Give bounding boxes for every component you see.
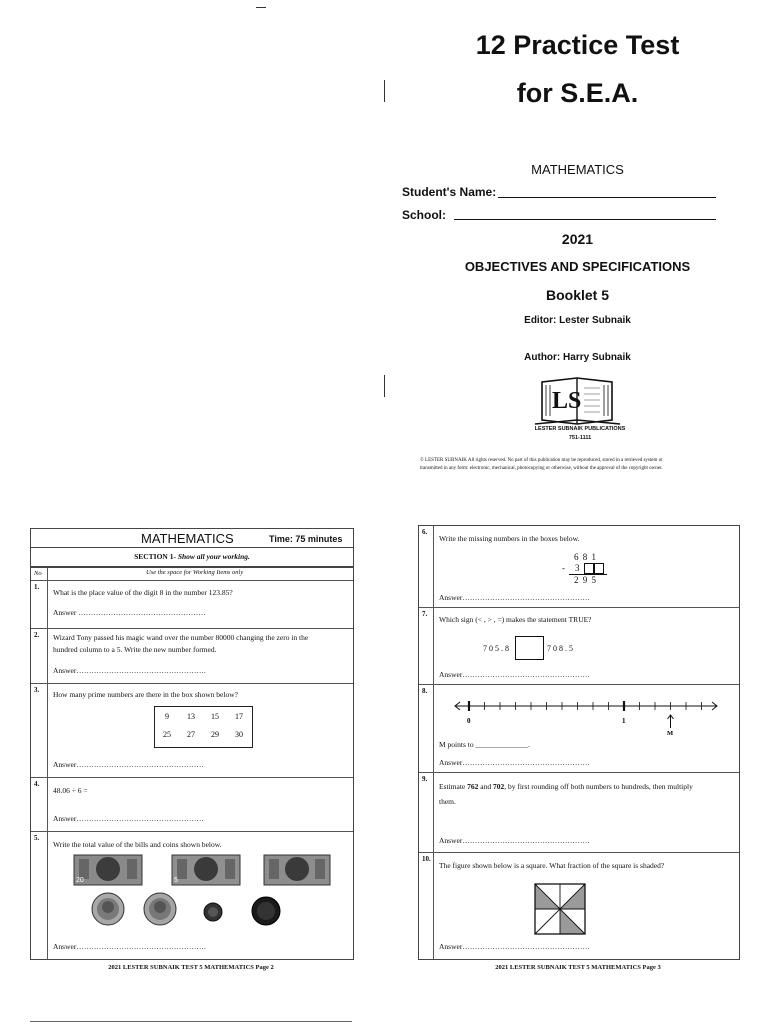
question-text: Which sign (< , > , =) makes the statement TRUE?: [439, 615, 592, 624]
cover-title-line2: for S.E.A.: [516, 78, 639, 108]
page3-footer: 2021 LESTER SUBNAIK TEST 5 MATHEMATICS Page 3: [495, 964, 661, 971]
cover-author: Author: Harry Subnaik: [524, 352, 631, 363]
question-text: The figure shown below is a square. What fraction of the square is shaded?: [439, 861, 665, 870]
number-1: 762: [467, 782, 479, 791]
page3-questions: [418, 525, 740, 960]
cover-title-line1: 12 Practice Test: [475, 30, 680, 60]
question-1: [31, 581, 353, 629]
question-4: [31, 778, 353, 832]
school-line[interactable]: [454, 219, 716, 220]
section-instruction: Show all your working.: [177, 552, 250, 561]
text-part: , by first rounding off both numbers to hundreds, then multiply: [504, 782, 693, 791]
question-text: 48.06 ÷ 6 =: [53, 786, 88, 795]
text-part: Estimate: [439, 782, 468, 791]
coin-image: [143, 892, 177, 926]
coin-image: [91, 892, 125, 926]
number-cell: 13: [187, 712, 195, 721]
question-10: [419, 853, 739, 959]
question-number: 7.: [422, 610, 428, 618]
answer-line[interactable]: Answer…………………………………………….: [53, 666, 206, 675]
missing-digit-box[interactable]: [584, 563, 594, 574]
compare-right: 7 0 8 . 5: [547, 644, 573, 653]
question-number: 10.: [422, 855, 431, 863]
bill-label: 5: [174, 877, 178, 884]
no-label: No: [34, 570, 42, 577]
student-name-line[interactable]: [498, 197, 716, 198]
question-text: How many prime numbers are there in the box shown below?: [53, 690, 238, 699]
question-3: [31, 684, 353, 778]
scan-mark: [384, 375, 385, 397]
page2-subject: MATHEMATICS: [141, 531, 234, 546]
page2-questions: [30, 567, 354, 960]
copyright-line2: transmitted in any form: electronic, mechanical, photocopying or otherwise, without the approval of the copyright owner.: [420, 466, 663, 471]
number-cell: 25: [163, 730, 171, 739]
question-number: 3.: [34, 686, 40, 694]
shaded-square: [534, 883, 586, 935]
copyright-line1: © LESTER SUBNAIK All rights reserved. No part of this publication may be reproduced, stored in a retrieved system or: [420, 458, 663, 463]
text-part: and: [478, 782, 493, 791]
page2-time: Time: 75 minutes: [269, 534, 343, 544]
student-name-label: Student's Name:: [402, 185, 497, 199]
answer-line[interactable]: Answer……………………………………………: [439, 758, 590, 767]
question-number: 8.: [422, 687, 428, 695]
question-number: 9.: [422, 775, 428, 783]
header-row: [31, 568, 353, 581]
question-5: [31, 832, 353, 959]
section-banner: [30, 547, 354, 567]
number-cell: 17: [235, 712, 243, 721]
question-text: Write the missing numbers in the boxes below.: [439, 534, 580, 543]
logo-text: LS: [552, 388, 582, 414]
question-number: 5.: [34, 834, 40, 842]
school-label: School:: [402, 208, 446, 222]
working-note: Use the space for Working Items only: [146, 569, 244, 576]
cover-objectives: OBJECTIVES AND SPECIFICATIONS: [464, 259, 691, 274]
question-number: 4.: [34, 780, 40, 788]
tick-label-0: 0: [467, 717, 471, 725]
number-cell: 30: [235, 730, 243, 739]
answer-line[interactable]: Answer……………………………………………: [53, 760, 204, 769]
number-2: 702: [492, 782, 505, 791]
missing-digit-box[interactable]: [594, 563, 604, 574]
points-to-text[interactable]: M points to ______________.: [439, 740, 530, 749]
answer-line[interactable]: Answer……………………………………………: [439, 670, 590, 679]
cover-booklet: Booklet 5: [545, 287, 609, 303]
question-8: [419, 685, 739, 773]
sign-answer-box[interactable]: [515, 636, 544, 660]
question-number: 2.: [34, 631, 40, 639]
bill-image: [263, 854, 331, 886]
bill-image: [73, 854, 143, 886]
tick-label-1: 1: [622, 717, 626, 725]
question-text-line2: them.: [439, 797, 456, 806]
bill-label: 20: [76, 877, 84, 884]
question-7: [419, 608, 739, 685]
publisher-logo: [530, 372, 625, 427]
prime-number-box: [154, 706, 253, 748]
question-text-line1: Wizard Tony passed his magic wand over the number 80000 changing the zero in the: [53, 633, 309, 642]
answer-line[interactable]: Answer…………………………………………….: [53, 942, 206, 951]
subtraction-top: 6 8 1: [574, 552, 597, 562]
answer-line[interactable]: Answer……………………………………………: [439, 836, 590, 845]
cover-year: 2021: [561, 231, 594, 247]
bill-image: [171, 854, 241, 886]
question-6: [419, 526, 739, 608]
number-cell: 27: [187, 730, 195, 739]
question-number: 6.: [422, 528, 428, 536]
coin-image: [203, 902, 223, 922]
section-label: SECTION 1-: [134, 552, 178, 561]
subtraction-digit: 3: [575, 563, 580, 573]
cover-editor: Editor: Lester Subnaik: [524, 315, 631, 326]
scan-mark: [384, 80, 385, 102]
question-2: [31, 629, 353, 684]
answer-line[interactable]: Answer……………………………………………: [53, 814, 204, 823]
answer-line[interactable]: Answer……………………………………………: [439, 942, 590, 951]
question-text: What is the place value of the digit 8 in the number 123.85?: [53, 588, 233, 597]
cover-subject: MATHEMATICS: [531, 162, 624, 177]
question-text: Write the total value of the bills and coins shown below.: [53, 840, 222, 849]
subtraction-bottom: 2 9 5: [574, 575, 597, 585]
number-cell: 15: [211, 712, 219, 721]
scan-mark: [256, 7, 266, 8]
question-text-line1: [439, 780, 693, 793]
publisher-name: LESTER SUBNAIK PUBLICATIONS: [534, 426, 626, 432]
coin-image: [251, 896, 281, 926]
page2-footer: 2021 LESTER SUBNAIK TEST 5 MATHEMATICS Page 2: [108, 964, 274, 971]
point-m-label: M: [667, 730, 674, 735]
compare-left: 7 0 5 . 8: [483, 644, 509, 653]
answer-line[interactable]: Answer……………………………………………: [439, 593, 590, 602]
number-cell: 9: [165, 712, 169, 721]
question-number: 1.: [34, 583, 40, 591]
number-line: [451, 695, 731, 735]
minus-sign: -: [562, 563, 565, 573]
question-9: [419, 773, 739, 853]
answer-line[interactable]: Answer ……………………………………………: [53, 608, 206, 617]
publisher-phone: 751-1111: [568, 435, 592, 441]
question-text-line2: hundred column to a 5. Write the new number formed.: [53, 645, 217, 654]
page2-header: [30, 528, 354, 548]
page-edge: [30, 1021, 352, 1022]
number-cell: 29: [211, 730, 219, 739]
